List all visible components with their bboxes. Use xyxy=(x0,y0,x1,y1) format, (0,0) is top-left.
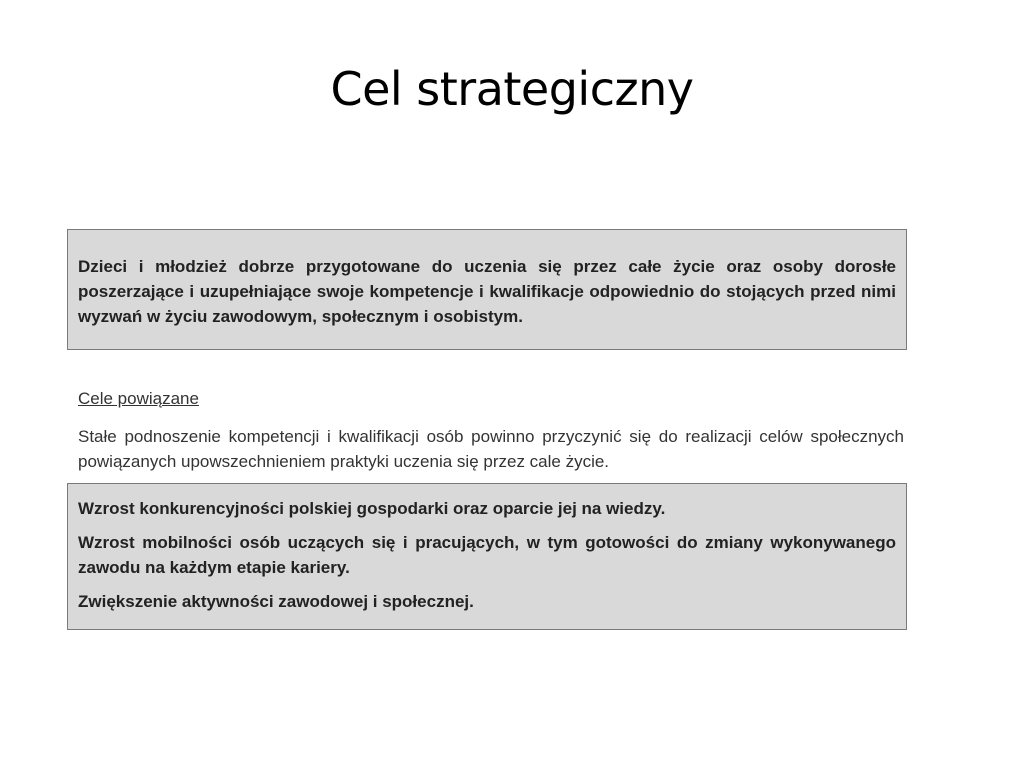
strategic-goal-box xyxy=(67,229,907,350)
related-goals-list xyxy=(67,483,907,630)
related-goal-item: Wzrost konkurencyjności polskiej gospodarki oraz oparcie jej na wiedzy. xyxy=(78,499,666,518)
related-goal-item: Wzrost mobilności osób uczących się i pracujących, w tym gotowości do zmiany wykonywanego zawodu na każdym etapie kariery. xyxy=(78,533,896,577)
related-goals-heading: Cele powiązane xyxy=(78,389,199,408)
strategic-goal-text: Dzieci i młodzież dobrze przygotowane do uczenia się przez całe życie oraz osoby dorosłe poszerzające i uzupełniające swoje kompetencje i kwalifikacje odpowiednio do stojących przed nimi wyzwań w życiu zawodowym, społecznym i osobistym. xyxy=(78,257,896,326)
related-goal-item: Zwiększenie aktywności zawodowej i społecznej. xyxy=(78,592,474,611)
related-goals-description: Stałe podnoszenie kompetencji i kwalifikacji osób powinno przyczynić się do realizacji celów społecznych powiązanych upowszechnieniem praktyki uczenia się przez cale życie. xyxy=(78,427,904,471)
slide-title: Cel strategiczny xyxy=(330,62,694,116)
